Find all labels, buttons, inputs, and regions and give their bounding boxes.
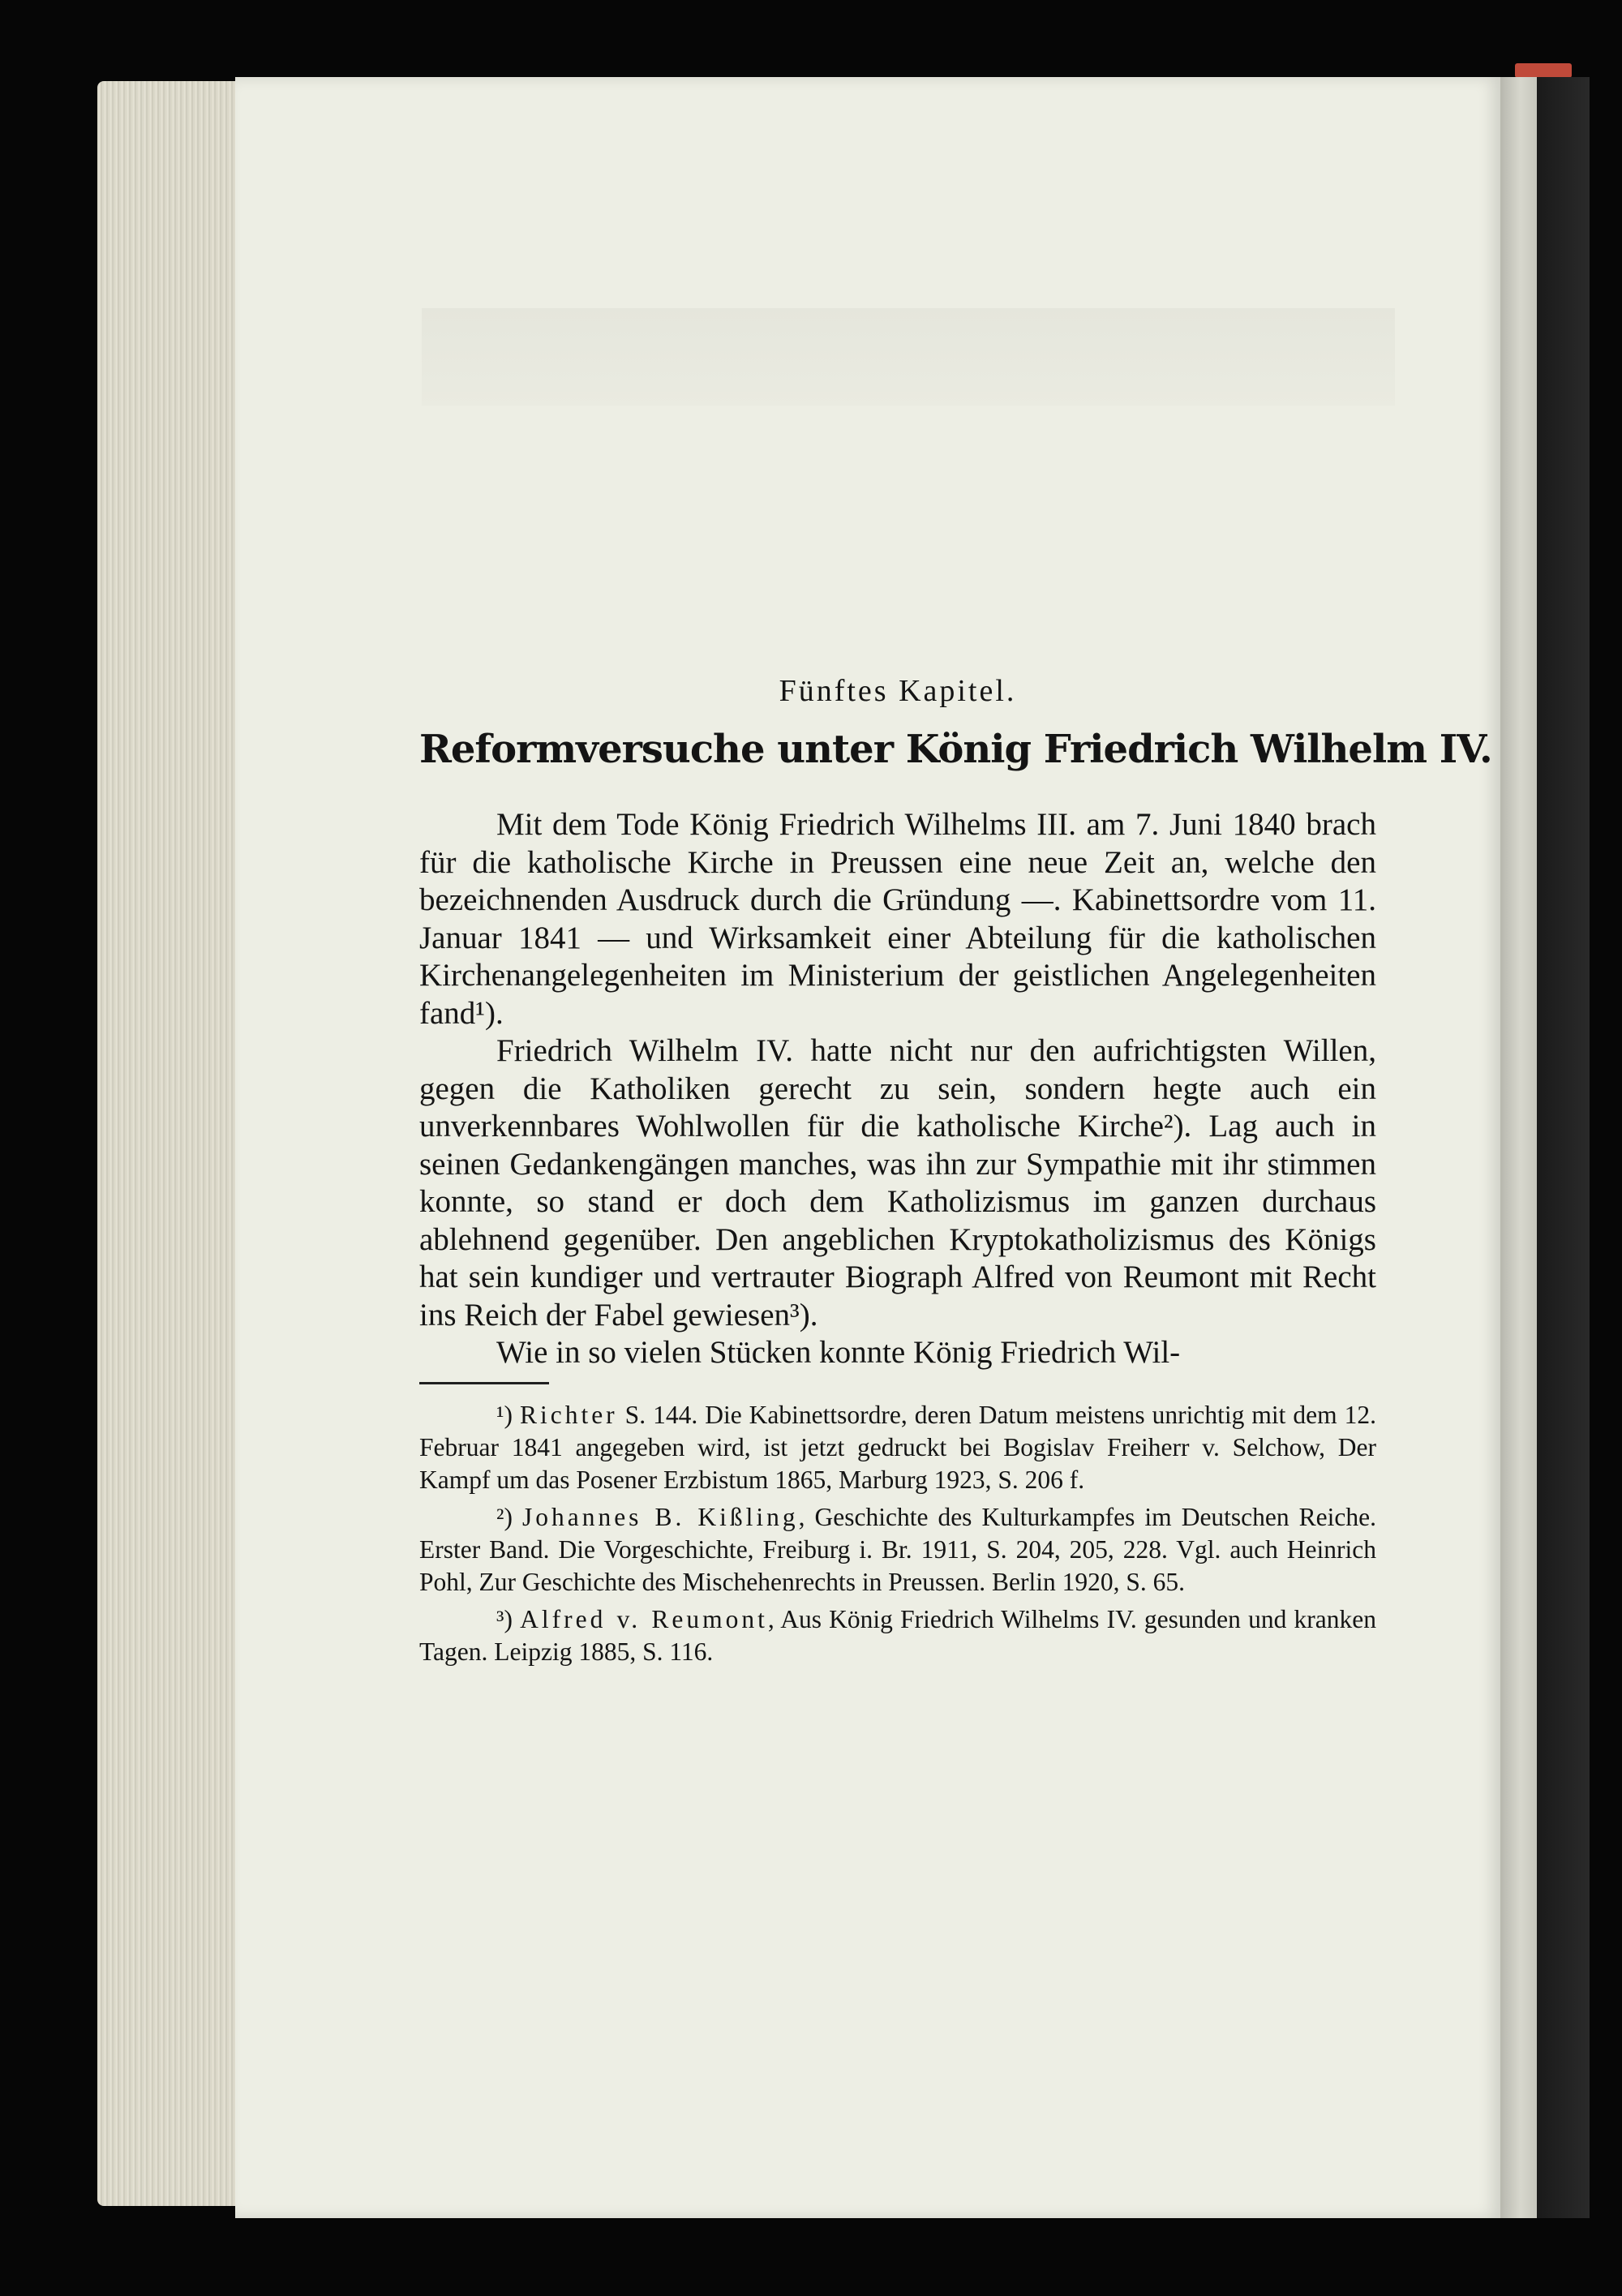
footnote-marker: ³) [496, 1604, 513, 1633]
footnote-1 [419, 1399, 1376, 1496]
chapter-label: Fünftes Kapitel. [779, 674, 1017, 708]
body-paragraph: Friedrich Wilhelm IV. hatte nicht nur den aufrichtigsten Willen, gegen die Katholiken gerecht zu sein, sondern hegte auch ein unverkennbares Wohlwollen für die katholische Kirche²). Lag auch in seinen Gedankengängen manches, was ihn zur Sympathie mit ihr stimmen konnte, so stand er doch dem Katholizismus im ganzen durchaus ablehnend gegenüber. Den angeblichen Kryptokatholizismus des Königs hat sein kundiger und vertrauter Biograph Alfred von Reumont mit Recht ins Reich der Fabel gewiesen³). [419, 1033, 1376, 1333]
body-paragraph: Wie in so vielen Stücken konnte König Friedrich Wil- [496, 1335, 1181, 1370]
footnote-text: S. 144. Die Kabinettsordre, deren Datum meistens unrichtig mit dem 12. Februar 1841 angegeben wird, ist jetzt gedruckt bei Bogislav Freiherr v. Selchow, Der Kampf um das Posener Erzbistum 1865, Marburg 1923, S. 206 f. [419, 1400, 1377, 1494]
chapter-title: Reformversuche unter König Friedrich Wilhelm IV. [419, 727, 1492, 772]
page-gutter [1500, 77, 1537, 2218]
bleed-through-shadow [422, 308, 1395, 406]
body-paragraph: Mit dem Tode König Friedrich Wilhelms III. am 7. Juni 1840 brach für die katholische Kirche in Preussen eine neue Zeit an, welche den bezeichnenden Ausdruck durch die Gründung —. Kabinettsordre vom 11. Januar 1841 — und Wirksamkeit einer Abteilung für die katholischen Kirchenangelegenheiten im Ministerium der geistlichen Angelegenheiten fand¹). [419, 807, 1376, 1031]
footnote-3 [419, 1603, 1376, 1668]
footnote-author: Alfred v. Reumont [520, 1604, 768, 1633]
footnote-marker: ¹) [496, 1400, 513, 1429]
page-text [419, 673, 1492, 1673]
page-tab-mark [1515, 63, 1572, 78]
footnote-2 [419, 1501, 1376, 1599]
footnote-marker: ²) [496, 1502, 513, 1531]
footnote-text: , Geschichte des Kulturkampfes im Deutschen Reiche. Erster Band. Die Vorgeschichte, Freiburg i. Br. 1911, S. 204, 205, 228. Vgl. auch Heinrich Pohl, Zur Geschichte des Mischehenrechts in Preussen. Berlin 1920, S. 65. [419, 1502, 1376, 1596]
body-text [419, 806, 1376, 1372]
footnote-author: Johannes B. Kißling [521, 1502, 799, 1531]
book-cover-edge [1537, 77, 1590, 2218]
footnote-divider [419, 1382, 549, 1384]
footnote-text: , Aus König Friedrich Wilhelms IV. gesunden und kranken Tagen. Leipzig 1885, S. 116. [419, 1604, 1376, 1666]
footnotes [419, 1399, 1376, 1668]
footnote-author: Richter [519, 1400, 618, 1429]
page-edges [97, 81, 239, 2206]
